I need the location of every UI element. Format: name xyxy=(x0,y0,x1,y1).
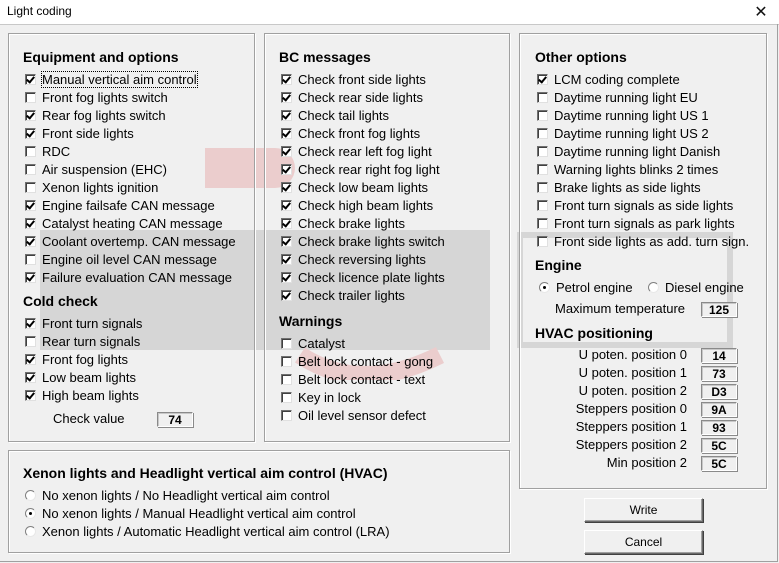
checkbox-front-turn-signals[interactable] xyxy=(25,314,142,332)
checkbox-label: Belt lock contact - gong xyxy=(298,353,434,369)
checkbox-label: Daytime running light Danish xyxy=(554,143,721,159)
hvac-label-steppers-position-2: Steppers position 2 xyxy=(575,437,687,452)
equipment-title: Equipment and options xyxy=(23,49,179,65)
checkbox-label: Failure evaluation CAN message xyxy=(42,269,233,285)
radio-label: No xenon lights / No Headlight vertical aim control xyxy=(42,487,330,503)
cancel-button[interactable]: Cancel xyxy=(584,530,703,554)
checkbox-unchecked-icon[interactable] xyxy=(281,338,292,349)
checkbox-unchecked-icon[interactable] xyxy=(537,218,548,229)
checkbox-checked-icon[interactable] xyxy=(281,92,292,103)
checkbox-label: High beam lights xyxy=(42,387,139,403)
checkbox-label: Check rear left fog light xyxy=(298,143,432,159)
checkbox-label: Check high beam lights xyxy=(298,197,434,213)
cold-check-title: Cold check xyxy=(23,293,98,309)
checkbox-label: Front turn signals as side lights xyxy=(554,197,734,213)
checkbox-label: Front side lights xyxy=(42,125,134,141)
hvac-label-steppers-position-0: Steppers position 0 xyxy=(575,401,687,416)
checkbox-low-beam-lights[interactable] xyxy=(25,368,136,386)
checkbox-label: Catalyst heating CAN message xyxy=(42,215,223,231)
checkbox-label: Front side lights as add. turn sign. xyxy=(554,233,750,249)
checkbox-label: Low beam lights xyxy=(42,369,136,385)
hvac-label-u-poten-position-2: U poten. position 2 xyxy=(578,383,687,398)
checkbox-checked-icon[interactable] xyxy=(25,200,36,211)
checkbox-unchecked-icon[interactable] xyxy=(281,392,292,403)
checkbox-engine-oil-level-can-message[interactable] xyxy=(25,250,217,268)
checkbox-unchecked-icon[interactable] xyxy=(25,254,36,265)
radio-label: Xenon lights / Automatic Headlight vertical aim control (LRA) xyxy=(42,523,390,539)
checkbox-check-rear-side-lights[interactable] xyxy=(281,88,423,106)
checkbox-label: Front turn signals as park lights xyxy=(554,215,735,231)
radio-label: Diesel engine xyxy=(665,279,744,295)
checkbox-label: Key in lock xyxy=(298,389,361,405)
checkbox-belt-lock-contact-text[interactable] xyxy=(281,370,425,388)
checkbox-check-front-side-lights[interactable] xyxy=(281,70,426,88)
checkbox-label: Check rear right fog light xyxy=(298,161,440,177)
checkbox-key-in-lock[interactable] xyxy=(281,388,361,406)
checkbox-front-fog-lights-switch[interactable] xyxy=(25,88,168,106)
radio-button[interactable] xyxy=(539,282,550,293)
checkbox-label: Manual vertical aim control xyxy=(42,71,197,87)
radio-label: No xenon lights / Manual Headlight vertical aim control xyxy=(42,505,356,521)
hvac-value-steppers-position-2: 5C xyxy=(701,438,737,453)
hvac-value-u-poten-position-2: D3 xyxy=(701,384,737,399)
check-value-field: 74 xyxy=(157,412,193,427)
other-options-title: Other options xyxy=(535,49,627,65)
checkbox-label: Check front side lights xyxy=(298,71,426,87)
checkbox-check-rear-left-fog-light[interactable] xyxy=(281,142,432,160)
checkbox-checked-icon[interactable] xyxy=(281,236,292,247)
checkbox-daytime-running-light-danish[interactable] xyxy=(537,142,720,160)
xenon-hvac-title: Xenon lights and Headlight vertical aim control (HVAC) xyxy=(23,465,388,481)
hvac-label-min-position-2: Min position 2 xyxy=(606,455,687,470)
checkbox-front-side-lights[interactable] xyxy=(25,124,134,142)
checkbox-brake-lights-as-side-lights[interactable] xyxy=(537,178,701,196)
checkbox-checked-icon[interactable] xyxy=(25,272,36,283)
hvac-value-steppers-position-0: 9A xyxy=(701,402,737,417)
checkbox-unchecked-icon[interactable] xyxy=(537,200,548,211)
checkbox-rear-fog-lights-switch[interactable] xyxy=(25,106,166,124)
checkbox-warning-lights-blinks-2-times[interactable] xyxy=(537,160,718,178)
checkbox-checked-icon[interactable] xyxy=(25,236,36,247)
checkbox-unchecked-icon[interactable] xyxy=(281,410,292,421)
checkbox-front-turn-signals-as-side-lights[interactable] xyxy=(537,196,733,214)
checkbox-checked-icon[interactable] xyxy=(25,390,36,401)
checkbox-label: Check licence plate lights xyxy=(298,269,445,285)
checkbox-label: Check rear side lights xyxy=(298,89,423,105)
checkbox-checked-icon[interactable] xyxy=(25,354,36,365)
checkbox-label: Oil level sensor defect xyxy=(298,407,426,423)
checkbox-checked-icon[interactable] xyxy=(281,254,292,265)
checkbox-unchecked-icon[interactable] xyxy=(537,128,548,139)
checkbox-unchecked-icon[interactable] xyxy=(281,374,292,385)
radio-diesel-engine[interactable] xyxy=(648,278,744,296)
close-icon[interactable]: ✕ xyxy=(754,4,768,21)
checkbox-lcm-coding-complete[interactable] xyxy=(537,70,680,88)
checkbox-unchecked-icon[interactable] xyxy=(537,164,548,175)
checkbox-check-front-fog-lights[interactable] xyxy=(281,124,420,142)
checkbox-catalyst[interactable] xyxy=(281,334,345,352)
checkbox-label: LCM coding complete xyxy=(554,71,680,87)
checkbox-label: Check brake lights xyxy=(298,215,405,231)
hvac-label-u-poten-position-0: U poten. position 0 xyxy=(578,347,687,362)
radio-no-xenon-lights-manual-headlight-vertical-aim-control[interactable] xyxy=(25,504,356,522)
checkbox-checked-icon[interactable] xyxy=(537,74,548,85)
checkbox-checked-icon[interactable] xyxy=(281,182,292,193)
checkbox-label: Engine failsafe CAN message xyxy=(42,197,215,213)
hvac-label-steppers-position-1: Steppers position 1 xyxy=(575,419,687,434)
radio-selected-icon[interactable] xyxy=(25,508,36,519)
checkbox-coolant-overtemp-can-message[interactable] xyxy=(25,232,236,250)
checkbox-rdc[interactable] xyxy=(25,142,70,160)
checkbox-unchecked-icon[interactable] xyxy=(25,92,36,103)
checkbox-label: Engine oil level CAN message xyxy=(42,251,217,267)
hvac-positioning-title: HVAC positioning xyxy=(535,325,653,341)
checkbox-checked-icon[interactable] xyxy=(25,318,36,329)
checkbox-label: Daytime running light US 1 xyxy=(554,107,709,123)
checkbox-check-trailer-lights[interactable] xyxy=(281,286,405,304)
warnings-title: Warnings xyxy=(279,313,343,329)
checkbox-label: Front fog lights xyxy=(42,351,128,367)
checkbox-high-beam-lights[interactable] xyxy=(25,386,139,404)
hvac-label-u-poten-position-1: U poten. position 1 xyxy=(578,365,687,380)
checkbox-unchecked-icon[interactable] xyxy=(537,110,548,121)
checkbox-label: Warning lights blinks 2 times xyxy=(554,161,719,177)
title-bar xyxy=(0,0,779,25)
radio-unselected-icon[interactable] xyxy=(25,526,36,537)
radio-no-xenon-lights-no-headlight-vertical-aim-control[interactable] xyxy=(25,486,330,504)
check-value-label: Check value xyxy=(53,411,125,426)
checkbox-label: Rear fog lights switch xyxy=(42,107,166,123)
checkbox-checked-icon[interactable] xyxy=(281,200,292,211)
checkbox-checked-icon[interactable] xyxy=(281,272,292,283)
checkbox-label: Xenon lights ignition xyxy=(42,179,159,195)
checkbox-check-brake-lights-switch[interactable] xyxy=(281,232,445,250)
checkbox-unchecked-icon[interactable] xyxy=(25,182,36,193)
checkbox-label: Catalyst xyxy=(298,335,345,351)
radio-label: Petrol engine xyxy=(556,279,633,295)
checkbox-check-reversing-lights[interactable] xyxy=(281,250,426,268)
checkbox-unchecked-icon[interactable] xyxy=(537,236,548,247)
checkbox-label: Check trailer lights xyxy=(298,287,405,303)
checkbox-manual-vertical-aim-control[interactable] xyxy=(25,70,197,88)
checkbox-oil-level-sensor-defect[interactable] xyxy=(281,406,426,424)
hvac-value-u-poten-position-0: 14 xyxy=(701,348,737,363)
checkbox-label: Check low beam lights xyxy=(298,179,429,195)
radio-petrol-engine[interactable] xyxy=(539,278,633,296)
checkbox-label: Check brake lights switch xyxy=(298,233,445,249)
checkbox-unchecked-icon[interactable] xyxy=(537,146,548,157)
checkbox-daytime-running-light-eu[interactable] xyxy=(537,88,698,106)
hvac-value-u-poten-position-1: 73 xyxy=(701,366,737,381)
checkbox-daytime-running-light-us-2[interactable] xyxy=(537,124,709,142)
checkbox-air-suspension-ehc[interactable] xyxy=(25,160,167,178)
checkbox-xenon-lights-ignition[interactable] xyxy=(25,178,158,196)
checkbox-unchecked-icon[interactable] xyxy=(537,182,548,193)
checkbox-unchecked-icon[interactable] xyxy=(281,356,292,367)
checkbox-check-high-beam-lights[interactable] xyxy=(281,196,433,214)
checkbox-check-tail-lights[interactable] xyxy=(281,106,389,124)
checkbox-checked-icon[interactable] xyxy=(25,218,36,229)
checkbox-unchecked-icon[interactable] xyxy=(25,336,36,347)
checkbox-label: Daytime running light US 2 xyxy=(554,125,709,141)
window-title: Light coding xyxy=(7,4,72,18)
checkbox-label: Check reversing lights xyxy=(298,251,426,267)
checkbox-front-side-lights-as-add-turn-sign[interactable] xyxy=(537,232,749,250)
checkbox-checked-icon[interactable] xyxy=(281,74,292,85)
max-temperature-label: Maximum temperature xyxy=(555,301,686,316)
checkbox-label: Rear turn signals xyxy=(42,333,141,349)
checkbox-checked-icon[interactable] xyxy=(281,164,292,175)
checkbox-label: Front fog lights switch xyxy=(42,89,168,105)
checkbox-check-low-beam-lights[interactable] xyxy=(281,178,428,196)
radio-button[interactable] xyxy=(648,282,659,293)
checkbox-checked-icon[interactable] xyxy=(281,218,292,229)
checkbox-front-turn-signals-as-park-lights[interactable] xyxy=(537,214,735,232)
hvac-value-steppers-position-1: 93 xyxy=(701,420,737,435)
checkbox-label: Air suspension (EHC) xyxy=(42,161,167,177)
checkbox-label: Daytime running light EU xyxy=(554,89,698,105)
checkbox-checked-icon[interactable] xyxy=(281,146,292,157)
engine-title: Engine xyxy=(535,257,582,273)
checkbox-catalyst-heating-can-message[interactable] xyxy=(25,214,223,232)
checkbox-check-brake-lights[interactable] xyxy=(281,214,405,232)
checkbox-checked-icon[interactable] xyxy=(25,74,36,85)
checkbox-checked-icon[interactable] xyxy=(281,128,292,139)
checkbox-label: Coolant overtemp. CAN message xyxy=(42,233,236,249)
radio-xenon-lights-automatic-headlight-vertical-aim-control-lra[interactable] xyxy=(25,522,390,540)
radio-unselected-icon[interactable] xyxy=(25,490,36,501)
checkbox-label: Check front fog lights xyxy=(298,125,421,141)
checkbox-unchecked-icon[interactable] xyxy=(537,92,548,103)
checkbox-failure-evaluation-can-message[interactable] xyxy=(25,268,232,286)
checkbox-checked-icon[interactable] xyxy=(281,110,292,121)
checkbox-daytime-running-light-us-1[interactable] xyxy=(537,106,709,124)
max-temperature-field: 125 xyxy=(701,302,737,317)
checkbox-front-fog-lights[interactable] xyxy=(25,350,128,368)
checkbox-rear-turn-signals[interactable] xyxy=(25,332,140,350)
hvac-value-min-position-2: 5C xyxy=(701,456,737,471)
checkbox-check-rear-right-fog-light[interactable] xyxy=(281,160,440,178)
write-button[interactable]: Write xyxy=(584,498,703,522)
checkbox-unchecked-icon[interactable] xyxy=(25,146,36,157)
checkbox-checked-icon[interactable] xyxy=(25,110,36,121)
bc-messages-title: BC messages xyxy=(279,49,371,65)
checkbox-label: Brake lights as side lights xyxy=(554,179,701,195)
checkbox-label: RDC xyxy=(42,143,71,159)
checkbox-label: Check tail lights xyxy=(298,107,390,123)
checkbox-label: Belt lock contact - text xyxy=(298,371,426,387)
checkbox-belt-lock-contact-gong[interactable] xyxy=(281,352,433,370)
checkbox-checked-icon[interactable] xyxy=(281,290,292,301)
checkbox-label: Front turn signals xyxy=(42,315,143,331)
checkbox-engine-failsafe-can-message[interactable] xyxy=(25,196,215,214)
checkbox-unchecked-icon[interactable] xyxy=(25,164,36,175)
checkbox-checked-icon[interactable] xyxy=(25,128,36,139)
checkbox-check-licence-plate-lights[interactable] xyxy=(281,268,445,286)
checkbox-checked-icon[interactable] xyxy=(25,372,36,383)
